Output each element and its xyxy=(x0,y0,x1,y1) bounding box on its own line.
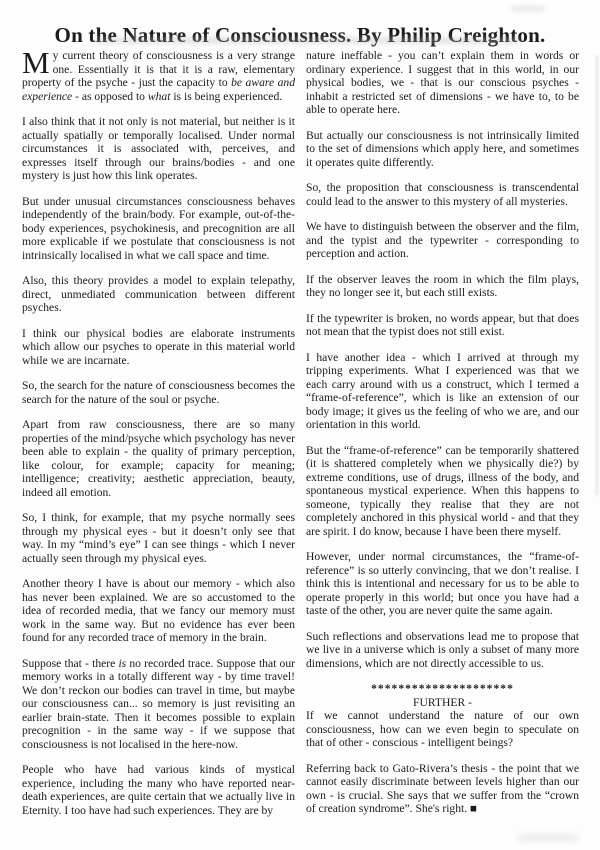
left-column xyxy=(22,45,295,817)
article-title: On the Nature of Consciousness. By Philip Creighton. xyxy=(54,23,546,48)
paragraph: Also, this theory provides a model to explain telepathy, direct, unmediated communication between different psyches. xyxy=(22,274,295,314)
section-heading: FURTHER - xyxy=(413,695,472,709)
paragraph: But the “frame-of-reference” can be temporarily shattered (it is shattered completely when we physically die?) by extreme conditions, use of drugs, illness of the body, and spontaneous mystical experience. When this happens to someone, typically they realise that they are not completely anchored in this physical world - and that they are spirit. I do know, because I have been there myself. xyxy=(306,443,579,538)
paragraph: nature ineffable - you can’t explain them in words or ordinary experience. I suggest that in this world, in our physical bodies, we - that is our conscious psyches - inhabit a restricted set of dimensions - we have to, to be able to operate here. xyxy=(306,49,579,116)
paragraph: Another theory I have is about our memory - which also has never been explained. We are so accustomed to the idea of recorded media, that we fancy our memory must work in the same way. But no evidence has ever been found for any recorded trace of memory in the brain. xyxy=(22,577,295,644)
drop-cap: M xyxy=(22,45,50,80)
scan-artifact-corner-smudge xyxy=(511,6,545,11)
paragraph: However, under normal circumstances, the “frame-of-reference” is so utterly convincing, that we don’t realise. I think this is intentional and necessary for us to be able to operate properly in this world; but once you have had a taste of the other, you are never quite the same again. xyxy=(306,550,579,617)
paragraph: I also think that it not only is not material, but neither is it actually spatially or temporally localised. Under normal circumstances it is associated with, perceives, and expresses itself through our brains/bodies - and one mystery is just how this link operates. xyxy=(22,115,295,182)
scan-artifact-edge-line xyxy=(596,55,598,495)
paragraph: If the typewriter is broken, no words appear, but that does not mean that the typist does not still exist. xyxy=(306,311,579,338)
paragraph: People who have had various kinds of mystical experience, including the many who have reported near-death experiences, are quite certain that we actually live in Eternity. I too have had such experiences. They are by xyxy=(22,763,295,817)
scan-artifact-bottom-smudge xyxy=(518,834,578,842)
paragraph: Referring back to Gato-Rivera’s thesis - the point that we cannot easily discriminate between levels higher than our own - is crucial. She says that we suffer from the “crown of creation syndrome”. She's right. ■ xyxy=(306,761,579,815)
scan-artifact-ghost-band xyxy=(95,37,520,44)
paragraph: So, the search for the nature of consciousness becomes the search for the nature of the soul or psyche. xyxy=(22,379,295,406)
paragraph: Suppose that - there is no recorded trace. Suppose that our memory works in a totally different way - by time travel! We don’t reckon our bodies can travel in time, but maybe our consciousness can... so memory is just revisiting an earlier brain-state. Then it becomes possible to explain precognition - in the same way - if we suppose that consciousness is not localised in the here-now. xyxy=(22,656,295,751)
right-column xyxy=(306,49,579,816)
paragraph: Such reflections and observations lead me to propose that we live in a universe which is only a subset of many more dimensions, which are not directly accessible to us. xyxy=(306,629,579,670)
paragraph: We have to distinguish between the observer and the film, and the typist and the typewriter - corresponding to perception and action. xyxy=(306,220,579,260)
paragraph: My current theory of consciousness is a very strange one. Essentially it is that it is a raw, elementary property of the psyche - just the capacity to be aware and experience - as opposed to what is is being experienced. xyxy=(22,45,295,103)
paragraph: But under unusual circumstances consciousness behaves independently of the brain/body. For example, out-of-the-body experiences, psychokinesis, and precognition are all more explicable if we postulate that consciousness is not intrinsically localised in what we call space and time. xyxy=(22,194,295,262)
section-divider-stars: ********************* xyxy=(371,682,514,695)
paragraph: So, the proposition that consciousness is transcendental could lead to the answer to this mystery of all mysteries. xyxy=(306,181,579,208)
paragraph: So, I think, for example, that my psyche normally sees through my physical eyes - but it doesn’t only see that way. In my “mind’s eye” I can see things - which I never actually seen through my physical eyes. xyxy=(22,511,295,565)
paragraph: If the observer leaves the room in which the film plays, they no longer see it, but each still exists. xyxy=(306,272,579,299)
paragraph: Apart from raw consciousness, there are so many properties of the mind/psyche which psychology has never been able to explain - the quality of primary perception, like colour, for example; capacity for meaning; intelligence; creativity; aesthetic appreciation, beauty, indeed all emotion. xyxy=(22,418,295,499)
paragraph: I have another idea - which I arrived at through my tripping experiments. What I experienced was that we each carry around with us a construct, which I termed a “frame-of-reference”, which is like an extension of our body image; it gives us the feeling of who we are, and our orientation in this world. xyxy=(306,350,579,431)
paragraph: I think our physical bodies are elaborate instruments which allow our psyches to operate in this material world while we are incarnate. xyxy=(22,326,295,367)
paragraph: But actually our consciousness is not intrinsically limited to the set of dimensions which apply here, and sometimes it operates quite differently. xyxy=(306,128,579,169)
paragraph: If we cannot understand the nature of our own consciousness, how can we even begin to speculate on that of other - conscious - intelligent beings? xyxy=(306,709,579,749)
